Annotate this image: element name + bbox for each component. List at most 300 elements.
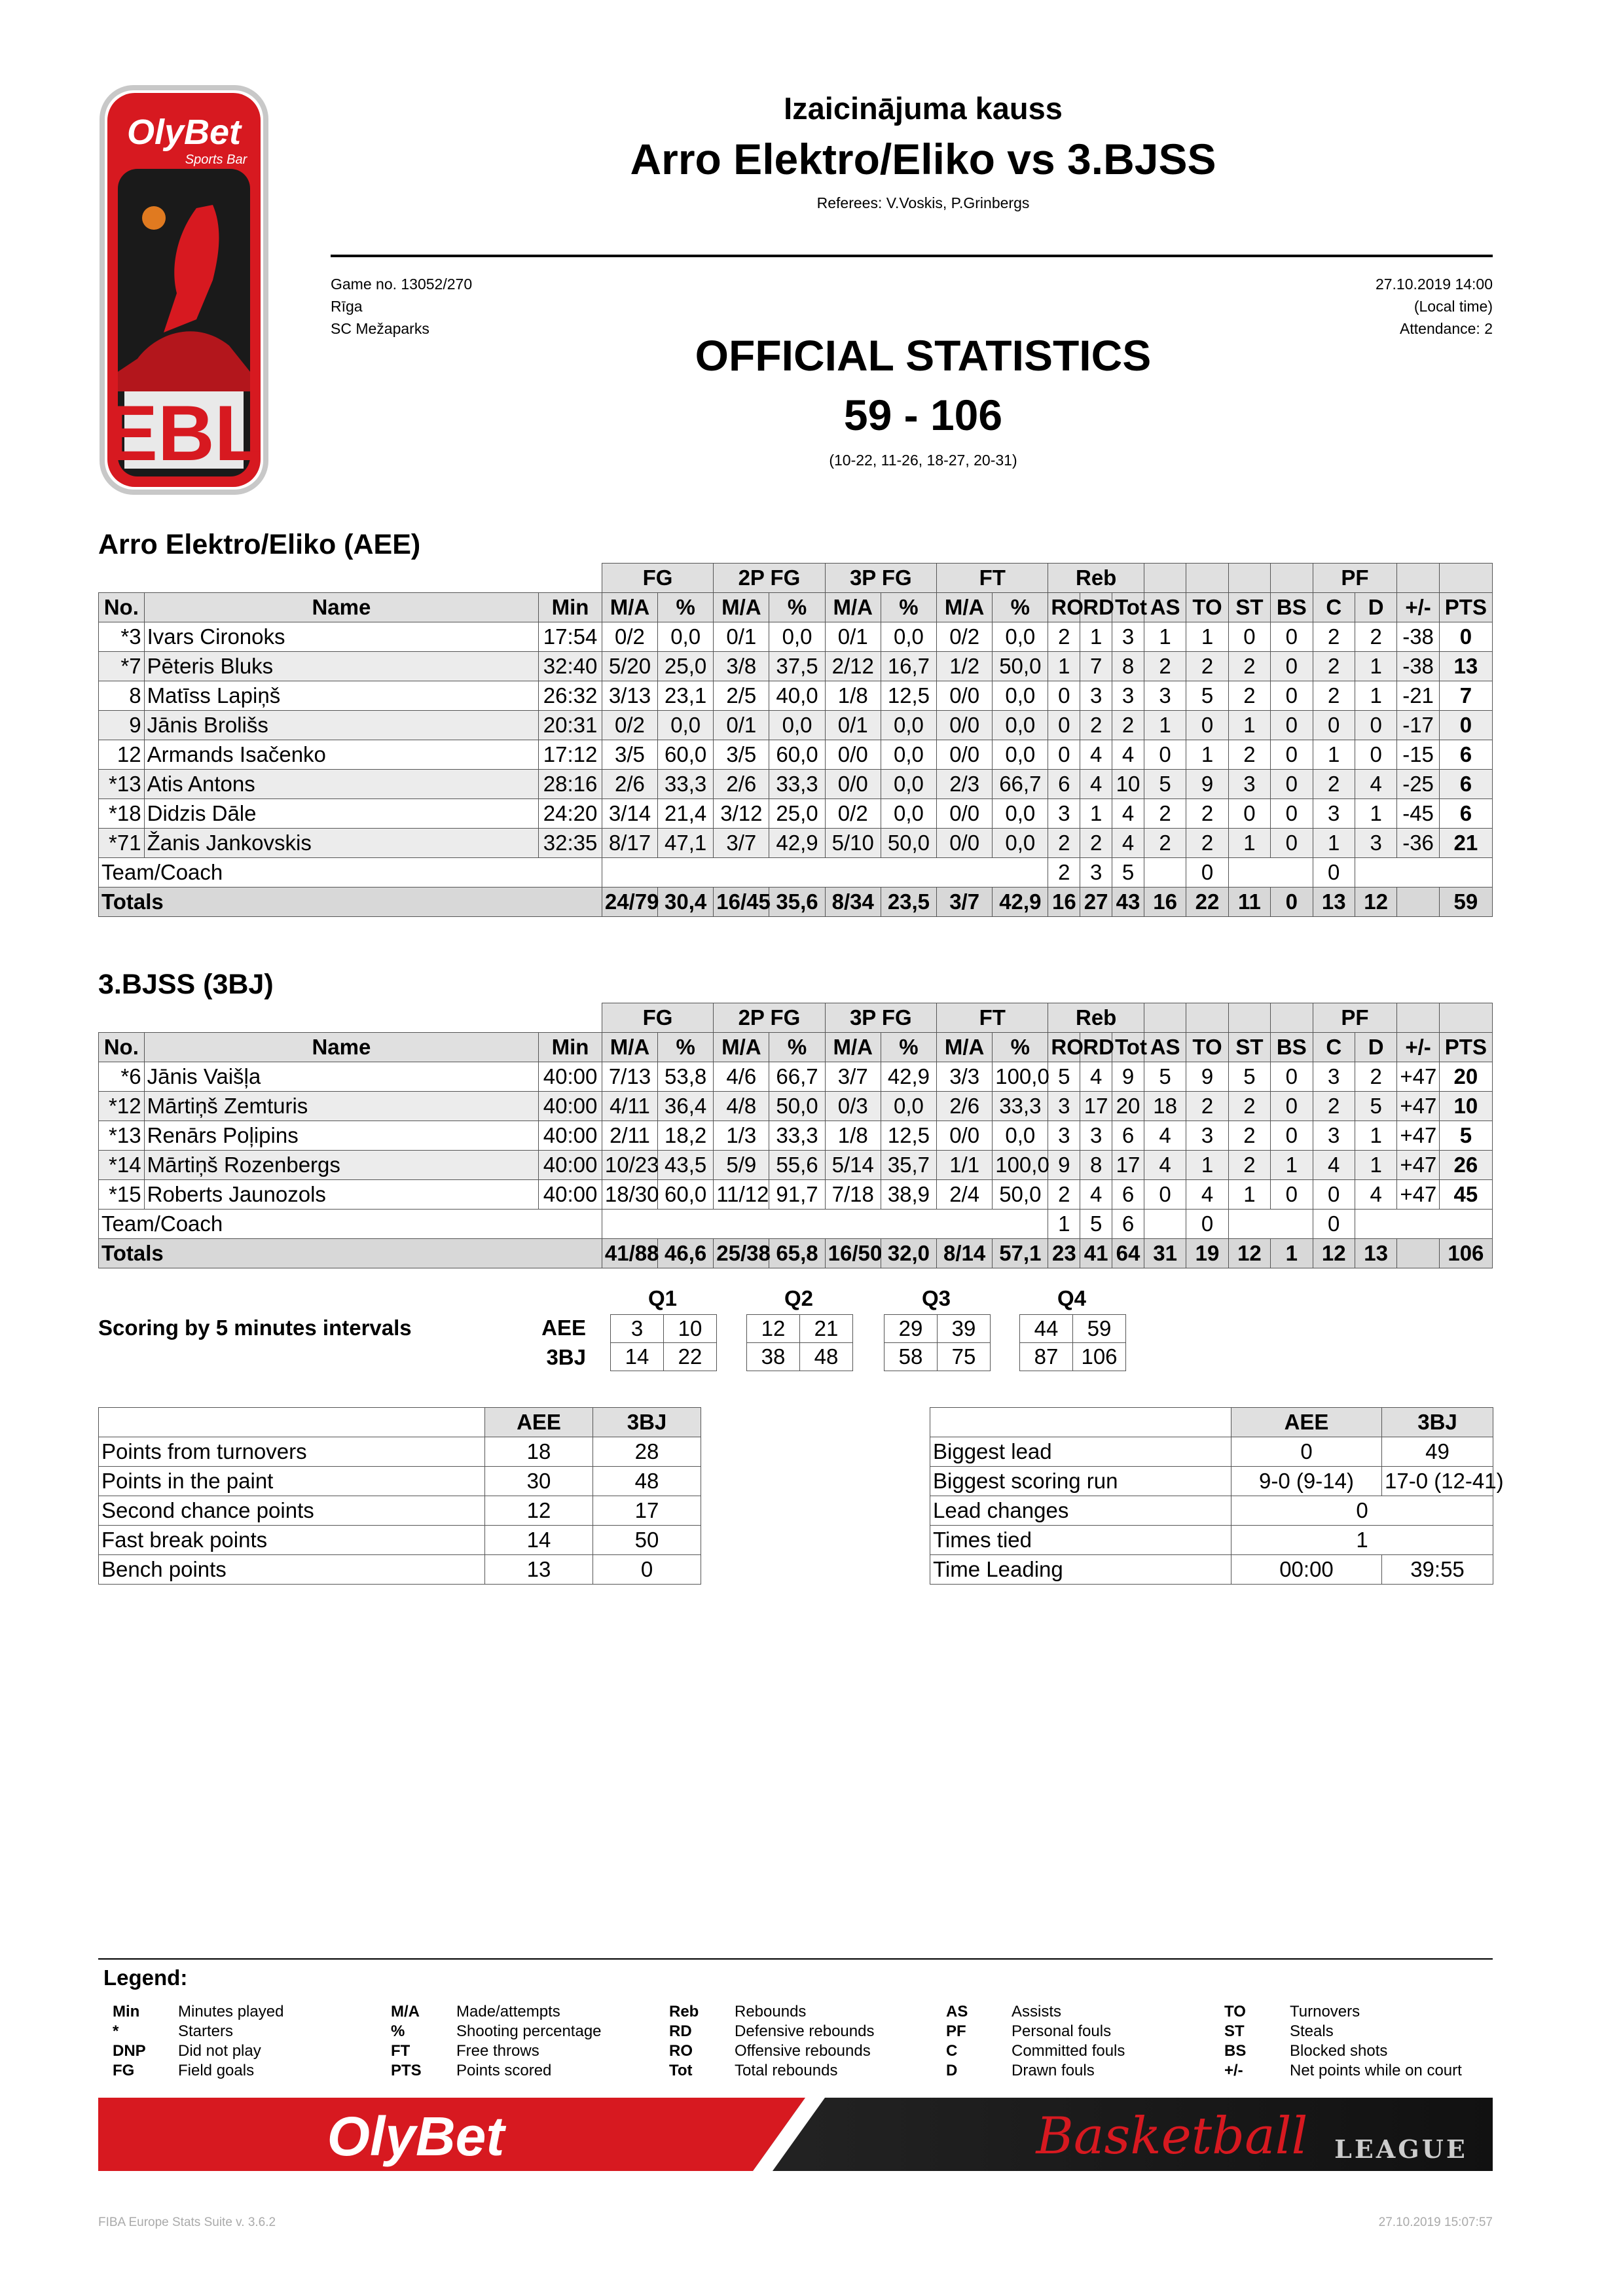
stat-cell: 38,9	[881, 1180, 936, 1210]
legend-desc: Blocked shots	[1290, 2042, 1388, 2060]
stat-cell: 17:54	[539, 622, 602, 652]
stat-cell: 26:32	[539, 681, 602, 711]
misc-row	[99, 1496, 701, 1526]
total-cell	[1397, 1239, 1439, 1268]
stat-cell: 1	[1186, 1151, 1228, 1180]
legend-abbr: *	[113, 2022, 119, 2040]
group-header: 2P FG	[714, 1003, 825, 1033]
stat-cell: 0,0	[881, 1092, 936, 1121]
column-header: Min	[539, 1033, 602, 1062]
datetime: 27.10.2019 14:00	[1375, 276, 1493, 293]
scoring-intervals-label: Scoring by 5 minutes intervals	[98, 1316, 412, 1340]
stat-cell: 0/0	[937, 799, 993, 829]
stat-cell: 0	[1355, 740, 1396, 770]
stat-cell: 2	[1112, 711, 1144, 740]
interval-score: 106	[1073, 1343, 1126, 1371]
total-cell: 106	[1439, 1239, 1492, 1268]
stat-cell: 2	[1144, 799, 1186, 829]
legend-abbr: D	[946, 2062, 958, 2079]
group-header: 2P FG	[714, 564, 825, 593]
stat-cell: 16,7	[881, 652, 936, 681]
interval-score: 29	[884, 1315, 938, 1343]
stat-cell: 4	[1080, 740, 1112, 770]
stat-cell: 66,7	[769, 1062, 825, 1092]
stat-cell: *71	[99, 829, 145, 858]
stat-cell: 1	[1355, 799, 1396, 829]
stat-cell: 2	[1186, 1092, 1228, 1121]
stat-cell: 0,0	[881, 799, 936, 829]
stat-cell: 6	[1112, 1180, 1144, 1210]
stat-cell: 2	[1144, 652, 1186, 681]
stat-cell: *14	[99, 1151, 145, 1180]
legend-desc: Turnovers	[1290, 2003, 1360, 2020]
stat-cell: 0	[1144, 1180, 1186, 1210]
quarter-score-box	[610, 1314, 717, 1371]
stat-cell: 9	[1048, 1151, 1080, 1180]
stat-cell: 0	[1271, 622, 1313, 652]
legend-desc: Starters	[178, 2022, 234, 2040]
stat-cell: 0	[1355, 711, 1396, 740]
column-header: PTS	[1439, 1033, 1492, 1062]
stat-cell: 5	[1048, 1062, 1080, 1092]
group-header-blank	[1144, 1003, 1186, 1033]
final-score: 59 - 106	[843, 391, 1003, 439]
stat-cell: 1	[1048, 652, 1080, 681]
stat-cell: 50,0	[993, 1180, 1048, 1210]
legend-desc: Committed fouls	[1012, 2042, 1125, 2060]
legend-abbr: Reb	[669, 2003, 699, 2020]
group-header: PF	[1313, 564, 1397, 593]
stat-cell: 0	[1271, 711, 1313, 740]
stat-cell: 21	[1439, 829, 1492, 858]
stat-cell: 3	[1313, 1121, 1355, 1151]
misc-value: 50	[593, 1526, 701, 1555]
misc-value: 48	[593, 1467, 701, 1496]
player-row	[99, 622, 1493, 652]
stat-cell: 5	[1144, 1062, 1186, 1092]
stat-cell: 0,0	[881, 770, 936, 799]
stat-cell: 1	[1355, 652, 1396, 681]
stat-cell: 12,5	[881, 681, 936, 711]
stat-cell: 3	[1112, 681, 1144, 711]
column-header: Name	[144, 593, 539, 622]
stat-cell: 0	[1048, 681, 1080, 711]
quarter-label: Q4	[1057, 1286, 1087, 1310]
stat-cell: 26	[1439, 1151, 1492, 1180]
column-header: +/-	[1397, 1033, 1439, 1062]
stat-cell: 3/8	[714, 652, 769, 681]
stat-cell: 11/12	[714, 1180, 769, 1210]
stat-cell: 4	[1080, 1062, 1112, 1092]
stat-cell: 0	[1271, 652, 1313, 681]
stat-cell: *18	[99, 799, 145, 829]
player-name: Armands Isačenko	[144, 740, 539, 770]
stat-cell	[1228, 858, 1313, 888]
stat-cell: *13	[99, 1121, 145, 1151]
stat-cell: 42,9	[769, 829, 825, 858]
stat-cell: 1	[1228, 829, 1270, 858]
player-row	[99, 1062, 1493, 1092]
group-header: PF	[1313, 1003, 1397, 1033]
stat-cell: 0,0	[658, 711, 714, 740]
column-header: BS	[1271, 593, 1313, 622]
stat-cell: 2	[1048, 829, 1080, 858]
stat-cell: 0/0	[825, 770, 881, 799]
legend-desc: Free throws	[456, 2042, 539, 2060]
legend-abbr: %	[391, 2022, 405, 2040]
stat-cell: 9	[1186, 1062, 1228, 1092]
stat-cell: 3	[1355, 829, 1396, 858]
stat-cell: 0	[1313, 858, 1355, 888]
stat-cell: 91,7	[769, 1180, 825, 1210]
stat-cell: 3	[1144, 681, 1186, 711]
interval-score: 59	[1073, 1315, 1126, 1343]
stat-cell: *12	[99, 1092, 145, 1121]
column-header: M/A	[825, 593, 881, 622]
stat-cell: 0/0	[937, 829, 993, 858]
stat-cell: +47	[1397, 1121, 1439, 1151]
stat-cell: 2	[1313, 1092, 1355, 1121]
stat-cell: 2/11	[602, 1121, 657, 1151]
stat-cell: *6	[99, 1062, 145, 1092]
stat-cell: 43,5	[658, 1151, 714, 1180]
column-header: D	[1355, 1033, 1396, 1062]
team2-stats-table	[98, 1003, 1493, 1268]
stat-cell: 0,0	[769, 622, 825, 652]
stat-cell: 32:40	[539, 652, 602, 681]
stat-cell: 1	[1228, 711, 1270, 740]
stat-cell: 0	[1048, 740, 1080, 770]
city: Rīga	[331, 298, 363, 315]
quarter-score-row	[611, 1343, 717, 1371]
player-name: Matīss Lapiņš	[144, 681, 539, 711]
total-cell: 32,0	[881, 1239, 936, 1268]
misc-header: AEE	[1231, 1408, 1382, 1437]
player-name: Žanis Jankovskis	[144, 829, 539, 858]
stat-cell: 42,9	[881, 1062, 936, 1092]
stat-cell: 4	[1112, 829, 1144, 858]
player-row	[99, 829, 1493, 858]
total-cell: 0	[1271, 888, 1313, 917]
total-cell: 35,6	[769, 888, 825, 917]
stat-cell: 23,1	[658, 681, 714, 711]
stat-cell: 0/1	[714, 711, 769, 740]
stat-cell: -45	[1397, 799, 1439, 829]
stat-cell: 9	[1112, 1062, 1144, 1092]
stat-cell: 18/30	[602, 1180, 657, 1210]
stat-cell: 1/2	[937, 652, 993, 681]
stat-cell: 0/2	[602, 711, 657, 740]
misc-row	[930, 1526, 1493, 1555]
misc-header-row	[930, 1408, 1493, 1437]
team-coach-label: Team/Coach	[99, 1210, 602, 1239]
legend-desc: Defensive rebounds	[735, 2022, 875, 2040]
stat-cell: 3/12	[714, 799, 769, 829]
stat-cell: 2	[1228, 1151, 1270, 1180]
stat-cell: 2/4	[937, 1180, 993, 1210]
stat-cell: 33,3	[658, 770, 714, 799]
stat-cell: *7	[99, 652, 145, 681]
stat-cell: 0	[1439, 622, 1492, 652]
column-header: %	[769, 593, 825, 622]
stat-cell: 24:20	[539, 799, 602, 829]
stat-cell: 0,0	[881, 622, 936, 652]
stat-cell: 2	[1313, 770, 1355, 799]
stat-cell: 1/8	[825, 681, 881, 711]
stat-cell: -17	[1397, 711, 1439, 740]
stat-cell: 10	[1112, 770, 1144, 799]
stat-cell: 25,0	[658, 652, 714, 681]
stat-cell: 12	[99, 740, 145, 770]
quarter-score-row	[884, 1343, 991, 1371]
total-cell: 12	[1355, 888, 1396, 917]
column-header: D	[1355, 593, 1396, 622]
stat-cell: 28:16	[539, 770, 602, 799]
stat-cell: 35,7	[881, 1151, 936, 1180]
column-header: RD	[1080, 593, 1112, 622]
stat-cell: 100,0	[993, 1151, 1048, 1180]
column-header: M/A	[937, 593, 993, 622]
stat-cell: 1	[1186, 740, 1228, 770]
misc-stats-right	[930, 1407, 1504, 1585]
stat-cell: 4	[1313, 1151, 1355, 1180]
stat-cell: 33,3	[769, 1121, 825, 1151]
column-header: No.	[99, 593, 145, 622]
stat-cell: 2	[1228, 681, 1270, 711]
svg-text:OlyBet: OlyBet	[126, 113, 242, 152]
stat-cell: 1	[1144, 711, 1186, 740]
team-coach-row	[99, 858, 1493, 888]
quarter-score-row	[747, 1315, 853, 1343]
column-header: C	[1313, 593, 1355, 622]
attendance: Attendance: 2	[1400, 320, 1493, 337]
stat-cell: 3	[1313, 1062, 1355, 1092]
group-header: 3P FG	[825, 1003, 936, 1033]
quarter-score-row	[1020, 1315, 1126, 1343]
column-header: PTS	[1439, 593, 1492, 622]
stat-cell: 3/5	[714, 740, 769, 770]
group-header: Reb	[1048, 564, 1144, 593]
player-row	[99, 799, 1493, 829]
stat-cell: 2	[1313, 622, 1355, 652]
column-header: C	[1313, 1033, 1355, 1062]
stat-cell: 8	[1080, 1151, 1112, 1180]
stat-cell: 0	[1313, 711, 1355, 740]
misc-value: 12	[485, 1496, 593, 1526]
misc-value: 14	[485, 1526, 593, 1555]
stat-cell: 4	[1080, 1180, 1112, 1210]
stat-cell: 5	[1228, 1062, 1270, 1092]
stat-cell: 1	[1355, 681, 1396, 711]
stat-cell: 40,0	[769, 681, 825, 711]
stat-cell: 9	[99, 711, 145, 740]
total-cell: 16/45	[714, 888, 769, 917]
group-header-blank	[1271, 1003, 1313, 1033]
quarter-score-row	[747, 1343, 853, 1371]
column-header: M/A	[714, 1033, 769, 1062]
stat-cell: 2	[1313, 652, 1355, 681]
misc-label: Points from turnovers	[99, 1437, 485, 1467]
column-header: M/A	[714, 593, 769, 622]
stat-cell: 2/12	[825, 652, 881, 681]
stat-cell: 18	[1144, 1092, 1186, 1121]
misc-label: Biggest scoring run	[930, 1467, 1231, 1496]
stat-cell: 1/3	[714, 1121, 769, 1151]
quarter-score-box	[1019, 1314, 1126, 1371]
player-row	[99, 1180, 1493, 1210]
legend-desc: Drawn fouls	[1012, 2062, 1095, 2079]
group-header-blank	[1439, 1003, 1492, 1033]
misc-label: Second chance points	[99, 1496, 485, 1526]
stat-cell: 2/5	[714, 681, 769, 711]
stat-cell: *15	[99, 1180, 145, 1210]
group-header-row	[99, 1003, 1493, 1033]
legend-desc: Personal fouls	[1012, 2022, 1112, 2040]
stat-cell: 2/6	[714, 770, 769, 799]
misc-value: 30	[485, 1467, 593, 1496]
totals-row	[99, 888, 1493, 917]
legend-abbr: Tot	[669, 2062, 693, 2079]
stat-cell: 3	[1048, 799, 1080, 829]
stat-cell: 2	[1048, 622, 1080, 652]
stat-cell: 1	[1144, 622, 1186, 652]
misc-row	[99, 1526, 701, 1555]
stat-cell: 0/0	[937, 1121, 993, 1151]
total-cell: 13	[1355, 1239, 1396, 1268]
player-name: Roberts Jaunozols	[144, 1180, 539, 1210]
total-cell: 41	[1080, 1239, 1112, 1268]
stat-cell: 7/13	[602, 1062, 657, 1092]
group-header-blank	[1397, 564, 1439, 593]
misc-row	[99, 1467, 701, 1496]
quarter-score-box	[746, 1314, 853, 1371]
svg-text:Basketball: Basketball	[1036, 2107, 1308, 2166]
player-row	[99, 1151, 1493, 1180]
stat-cell: 1/8	[825, 1121, 881, 1151]
local-time-note: (Local time)	[1413, 298, 1493, 315]
stat-cell: 53,8	[658, 1062, 714, 1092]
stat-cell: 0/0	[937, 740, 993, 770]
stat-cell: -15	[1397, 740, 1439, 770]
stat-cell: 0	[1271, 799, 1313, 829]
group-header-blank	[1397, 1003, 1439, 1033]
stat-cell: 36,4	[658, 1092, 714, 1121]
legend-abbr: AS	[946, 2003, 968, 2020]
team2-title: 3.BJSS (3BJ)	[98, 969, 274, 1000]
legend-abbr: DNP	[113, 2042, 146, 2060]
player-row	[99, 1121, 1493, 1151]
total-cell: 57,1	[993, 1239, 1048, 1268]
total-cell	[1397, 888, 1439, 917]
group-header: FT	[937, 564, 1048, 593]
stat-cell: 20	[1112, 1092, 1144, 1121]
stat-cell: 5/14	[825, 1151, 881, 1180]
stat-cell: 2	[1228, 652, 1270, 681]
column-header: BS	[1271, 1033, 1313, 1062]
legend-abbr: Min	[113, 2003, 140, 2020]
stat-cell	[1355, 858, 1492, 888]
stat-cell: 0/2	[602, 622, 657, 652]
column-header: %	[881, 1033, 936, 1062]
misc-label: Fast break points	[99, 1526, 485, 1555]
misc-header: 3BJ	[593, 1408, 701, 1437]
stat-cell: 17	[1112, 1151, 1144, 1180]
total-cell: 23	[1048, 1239, 1080, 1268]
stat-cell: 0,0	[993, 1121, 1048, 1151]
stat-cell: 1/1	[937, 1151, 993, 1180]
stat-cell: 0/1	[825, 711, 881, 740]
misc-label: Times tied	[930, 1526, 1231, 1555]
blank-header	[99, 564, 602, 593]
team-coach-row	[99, 1210, 1493, 1239]
stat-cell: 0,0	[658, 622, 714, 652]
stat-cell: 10/23	[602, 1151, 657, 1180]
group-header: FG	[602, 564, 713, 593]
scoring-team-3bj: 3BJ	[546, 1345, 586, 1369]
stat-cell: 3	[1048, 1121, 1080, 1151]
group-header: FG	[602, 1003, 713, 1033]
interval-score: 75	[938, 1343, 991, 1371]
stat-cell: 2	[1144, 829, 1186, 858]
total-cell: 43	[1112, 888, 1144, 917]
stat-cell: 8	[99, 681, 145, 711]
blank-header	[99, 1003, 602, 1033]
player-name: Renārs Poļipins	[144, 1121, 539, 1151]
legend-desc: Shooting percentage	[456, 2022, 602, 2040]
stat-cell: 2	[1228, 1092, 1270, 1121]
stat-cell: 7	[1080, 652, 1112, 681]
total-cell: 65,8	[769, 1239, 825, 1268]
column-header-row	[99, 1033, 1493, 1062]
stat-cell: 4	[1080, 770, 1112, 799]
stat-cell: 2	[1186, 799, 1228, 829]
stat-cell: 40:00	[539, 1092, 602, 1121]
misc-value: 13	[485, 1555, 593, 1585]
stat-cell: 7	[1439, 681, 1492, 711]
stat-cell: 0	[1186, 1210, 1228, 1239]
stat-cell: 2	[1080, 829, 1112, 858]
quarter-score-row	[1020, 1343, 1126, 1371]
legend-abbr: TO	[1224, 2003, 1246, 2020]
stat-cell: 6	[1112, 1121, 1144, 1151]
stat-cell: 9	[1186, 770, 1228, 799]
column-header: Tot	[1112, 593, 1144, 622]
total-cell: 59	[1439, 888, 1492, 917]
stat-cell: 50,0	[769, 1092, 825, 1121]
stat-cell: 4/6	[714, 1062, 769, 1092]
interval-score: 44	[1020, 1315, 1073, 1343]
stat-cell: 4	[1355, 1180, 1396, 1210]
column-header: %	[881, 593, 936, 622]
stat-cell: 0,0	[881, 711, 936, 740]
total-cell: 13	[1313, 888, 1355, 917]
column-header: AS	[1144, 593, 1186, 622]
svg-text:OlyBet: OlyBet	[327, 2106, 505, 2167]
misc-value: 28	[593, 1437, 701, 1467]
matchup-title: Arro Elektro/Eliko vs 3.BJSS	[630, 135, 1216, 183]
header-divider	[331, 255, 1493, 257]
misc-value: 0	[1231, 1437, 1382, 1467]
stat-cell: 1	[1048, 1210, 1080, 1239]
total-cell: 3/7	[937, 888, 993, 917]
total-cell: 1	[1271, 1239, 1313, 1268]
misc-row	[930, 1496, 1493, 1526]
game-meta	[331, 273, 472, 340]
stat-cell: 17	[1080, 1092, 1112, 1121]
stat-cell: 6	[1439, 740, 1492, 770]
stat-cell: 8	[1112, 652, 1144, 681]
stat-cell: 0,0	[993, 711, 1048, 740]
